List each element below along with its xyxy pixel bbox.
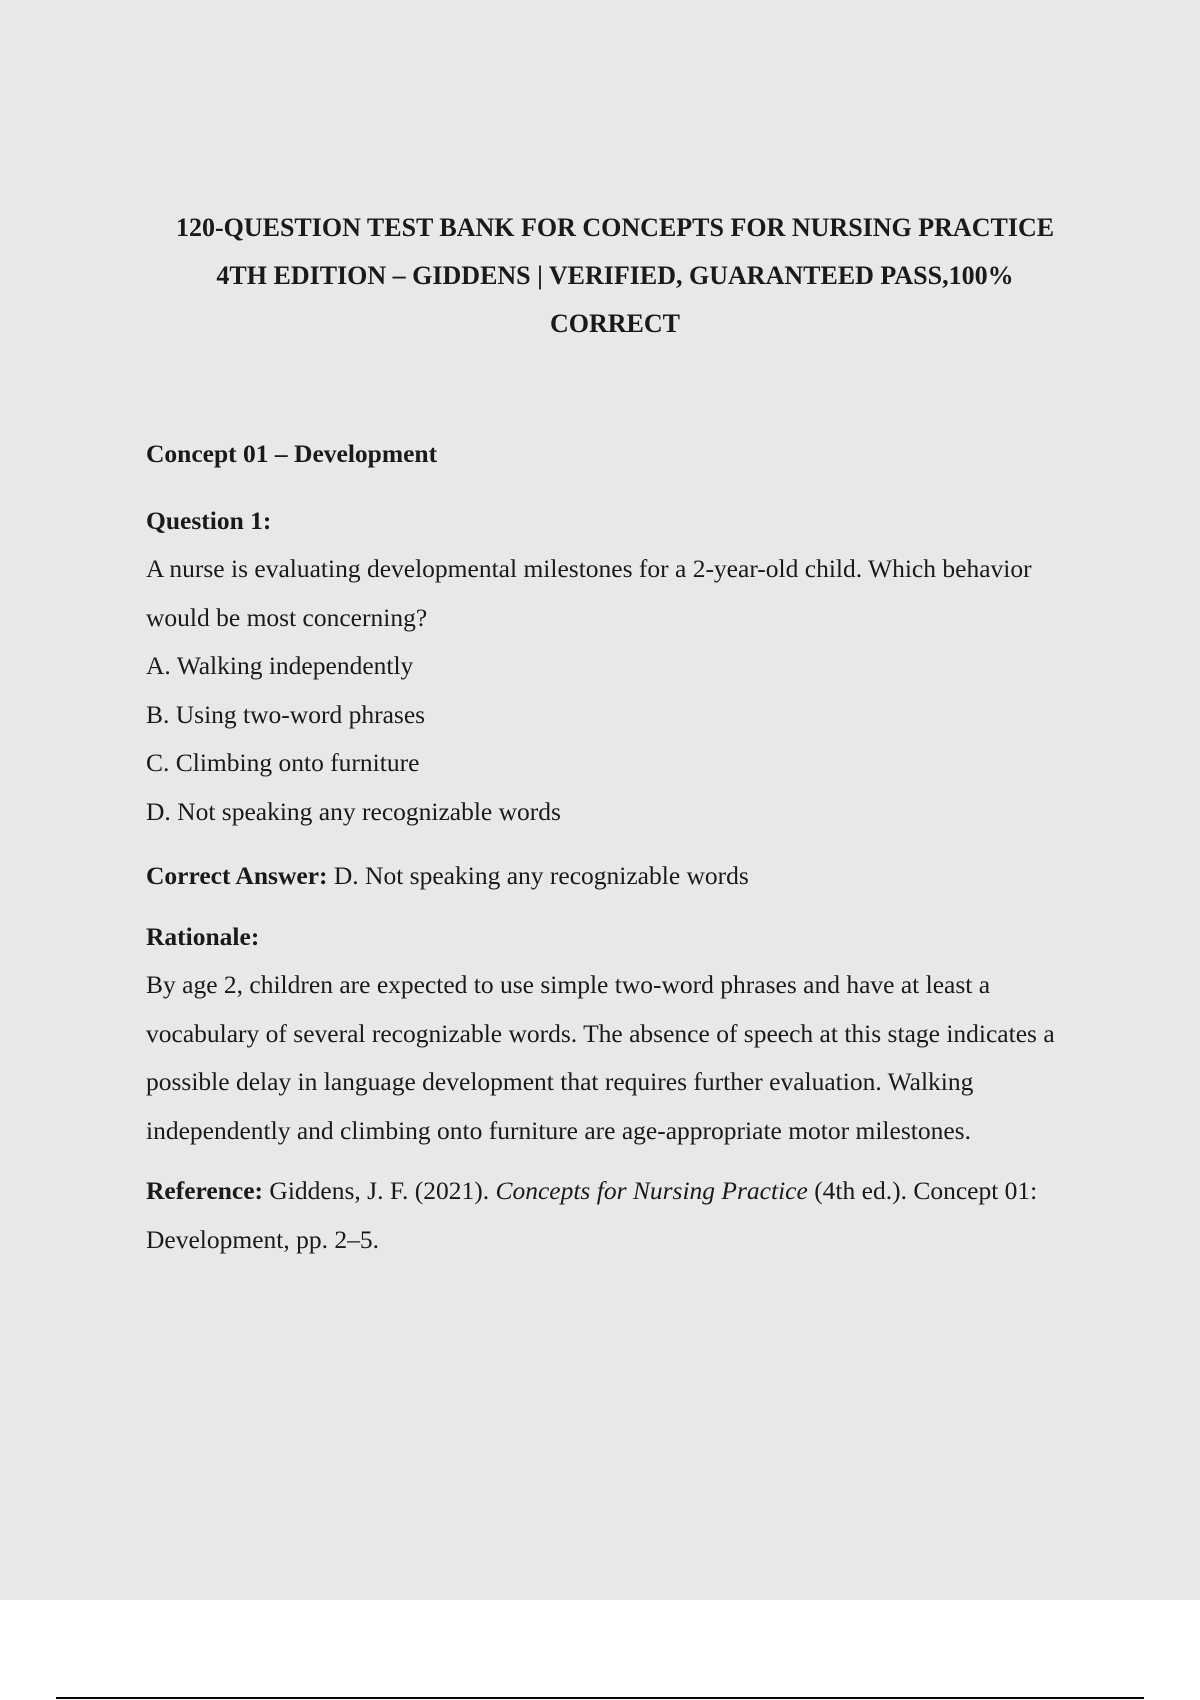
reference-book-title: Concepts for Nursing Practice: [495, 1176, 808, 1205]
footer-divider: [56, 1697, 1144, 1699]
reference-label: Reference:: [146, 1176, 264, 1205]
reference-citation: Giddens, J. F. (2021).: [269, 1176, 490, 1205]
answer-option-b: B. Using two-word phrases: [146, 699, 426, 729]
correct-answer-label: Correct Answer:: [146, 861, 328, 890]
question-stem: A nurse is evaluating developmental milestones for a 2-year-old child. Which behavior would be most concerning?: [146, 554, 1032, 632]
question-label: Question 1:: [146, 505, 272, 535]
rationale-text: By age 2, children are expected to use simple two-word phrases and have at least a vocabulary of several recognizable words. The absence of speech at this stage indicates a possible delay in language development that requires further evaluation. Walking independently and climbing onto furniture are age-appropriate motor milestones.: [146, 970, 1055, 1145]
rationale-label: Rationale:: [146, 921, 260, 951]
answer-option-d: D. Not speaking any recognizable words: [146, 796, 561, 826]
correct-answer-text: D. Not speaking any recognizable words: [333, 861, 749, 890]
reference-details: (4th ed.). Concept 01: Development, pp. 2–5.: [146, 1176, 1038, 1254]
answer-option-c: C. Climbing onto furniture: [146, 748, 420, 777]
concept-heading: Concept 01 – Development: [146, 439, 438, 468]
correct-answer-line: [146, 852, 1096, 901]
reference-line: [146, 1167, 1096, 1264]
answer-option-a: A. Walking independently: [146, 651, 414, 680]
document-body: [146, 430, 1096, 1264]
document-title: 120-QUESTION TEST BANK FOR CONCEPTS FOR NURSING PRACTICE 4TH EDITION – GIDDENS | VERIFIED, GUARANTEED PASS,100% CORRECT: [175, 213, 1055, 338]
